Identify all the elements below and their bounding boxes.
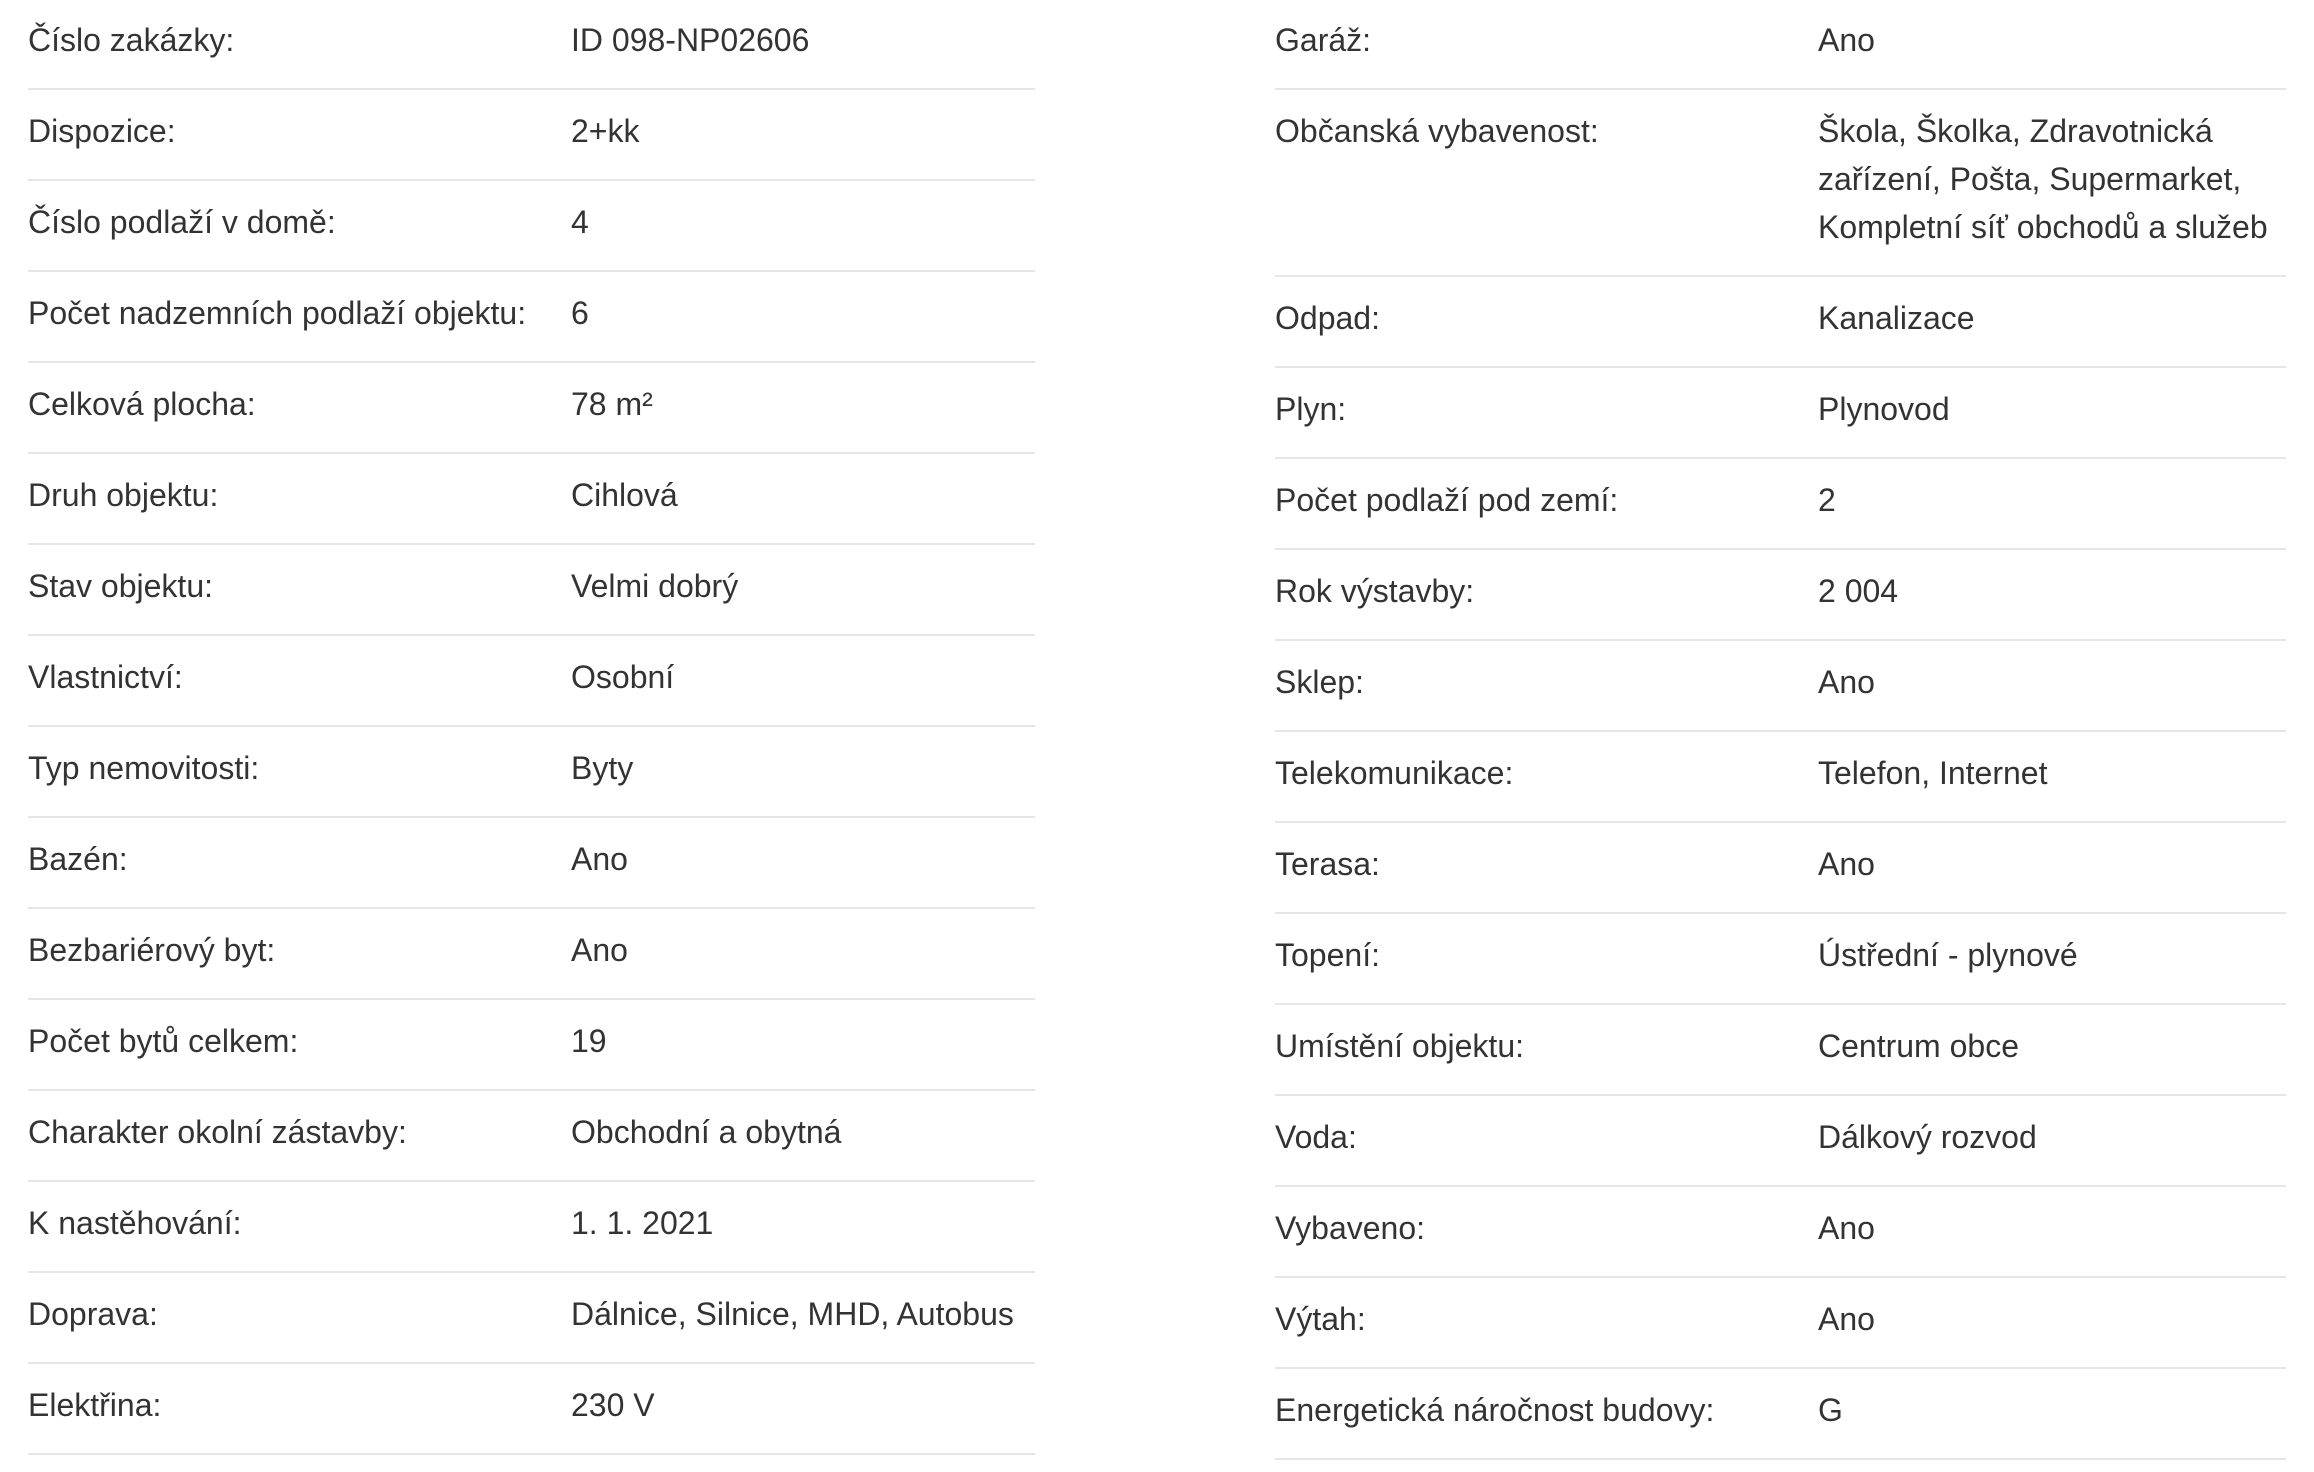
detail-row xyxy=(1275,914,2286,1005)
detail-label: Energetická náročnost budovy: xyxy=(1275,1392,1715,1428)
detail-value: 2 004 xyxy=(1818,573,1899,609)
detail-value: Velmi dobrý xyxy=(571,568,739,604)
detail-value: ID 098-NP02606 xyxy=(571,22,810,58)
detail-row xyxy=(28,1364,1035,1455)
detail-row xyxy=(28,636,1035,727)
detail-row xyxy=(1275,1096,2286,1187)
detail-row xyxy=(1275,459,2286,550)
detail-value: 78 m² xyxy=(571,386,653,422)
detail-label: Číslo zakázky: xyxy=(28,22,235,58)
detail-row xyxy=(1275,1369,2286,1460)
detail-label: Vlastnictví: xyxy=(28,659,183,695)
detail-row xyxy=(28,818,1035,909)
detail-label: Umístění objektu: xyxy=(1275,1028,1524,1064)
detail-row xyxy=(28,1273,1035,1364)
detail-label: Celková plocha: xyxy=(28,386,256,422)
detail-row xyxy=(1275,550,2286,641)
detail-label: Počet bytů celkem: xyxy=(28,1023,299,1059)
detail-value: Osobní xyxy=(571,659,675,695)
detail-row xyxy=(1275,1278,2286,1369)
detail-row xyxy=(28,1000,1035,1091)
detail-row xyxy=(1275,1005,2286,1096)
detail-label: Voda: xyxy=(1275,1119,1357,1155)
detail-value: 6 xyxy=(571,295,589,331)
detail-row xyxy=(28,90,1035,181)
detail-label: Číslo podlaží v domě: xyxy=(28,204,336,240)
detail-row xyxy=(28,545,1035,636)
detail-label: Garáž: xyxy=(1275,22,1372,58)
detail-row xyxy=(1275,732,2286,823)
detail-row xyxy=(1275,0,2286,90)
detail-value: Ano xyxy=(571,932,628,968)
detail-value: 230 V xyxy=(571,1387,655,1423)
detail-row xyxy=(1275,277,2286,368)
detail-value: Škola, Školka, Zdravotnická zařízení, Pošta, Supermarket, Kompletní síť obchodů a služeb xyxy=(1818,113,2268,245)
detail-row xyxy=(28,363,1035,454)
details-column-right xyxy=(1275,0,2286,1460)
detail-label: Druh objektu: xyxy=(28,477,219,513)
detail-value: Ano xyxy=(571,841,628,877)
detail-value: Centrum obce xyxy=(1818,1028,2019,1064)
detail-label: Telekomunikace: xyxy=(1275,755,1514,791)
detail-label: Počet nadzemních podlaží objektu: xyxy=(28,295,527,331)
detail-label: Dispozice: xyxy=(28,113,176,149)
detail-label: K nastěhování: xyxy=(28,1205,242,1241)
detail-row xyxy=(28,0,1035,90)
detail-row xyxy=(28,454,1035,545)
detail-value: 1. 1. 2021 xyxy=(571,1205,714,1241)
detail-row xyxy=(1275,823,2286,914)
detail-value: Ano xyxy=(1818,22,1875,58)
detail-label: Vybaveno: xyxy=(1275,1210,1426,1246)
detail-value: Plynovod xyxy=(1818,391,1950,427)
detail-label: Plyn: xyxy=(1275,391,1347,427)
detail-value: Dálnice, Silnice, MHD, Autobus xyxy=(571,1296,1014,1332)
detail-value: Obchodní a obytná xyxy=(571,1114,842,1150)
detail-value: 4 xyxy=(571,204,589,240)
detail-label: Bazén: xyxy=(28,841,128,877)
detail-value: Telefon, Internet xyxy=(1818,755,2048,791)
detail-label: Občanská vybavenost: xyxy=(1275,113,1599,149)
detail-row xyxy=(1275,90,2286,277)
detail-row xyxy=(28,727,1035,818)
detail-label: Počet podlaží pod zemí: xyxy=(1275,482,1619,518)
details-column-left xyxy=(28,0,1035,1455)
detail-row xyxy=(28,909,1035,1000)
detail-value: Dálkový rozvod xyxy=(1818,1119,2037,1155)
detail-label: Charakter okolní zástavby: xyxy=(28,1114,407,1150)
detail-value: Kanalizace xyxy=(1818,300,1975,336)
detail-value: Ano xyxy=(1818,1210,1875,1246)
detail-label: Stav objektu: xyxy=(28,568,213,604)
detail-value: Ano xyxy=(1818,1301,1875,1337)
detail-value: 2 xyxy=(1818,482,1836,518)
detail-label: Topení: xyxy=(1275,937,1380,973)
detail-row xyxy=(1275,641,2286,732)
detail-value: Ano xyxy=(1818,846,1875,882)
detail-label: Elektřina: xyxy=(28,1387,162,1423)
detail-label: Bezbariérový byt: xyxy=(28,932,276,968)
detail-label: Výtah: xyxy=(1275,1301,1366,1337)
detail-value: G xyxy=(1818,1392,1843,1428)
detail-label: Terasa: xyxy=(1275,846,1380,882)
detail-value: Ano xyxy=(1818,664,1875,700)
detail-value: Cihlová xyxy=(571,477,678,513)
detail-label: Rok výstavby: xyxy=(1275,573,1475,609)
detail-label: Sklep: xyxy=(1275,664,1364,700)
detail-row xyxy=(28,181,1035,272)
detail-row xyxy=(28,272,1035,363)
detail-row xyxy=(28,1091,1035,1182)
detail-label: Typ nemovitosti: xyxy=(28,750,260,786)
detail-value: Byty xyxy=(571,750,634,786)
detail-row xyxy=(1275,368,2286,459)
detail-label: Doprava: xyxy=(28,1296,158,1332)
detail-value: 2+kk xyxy=(571,113,640,149)
detail-value: Ústřední - plynové xyxy=(1818,937,2078,973)
detail-value: 19 xyxy=(571,1023,607,1059)
detail-label: Odpad: xyxy=(1275,300,1380,336)
detail-row xyxy=(28,1182,1035,1273)
detail-row xyxy=(1275,1187,2286,1278)
